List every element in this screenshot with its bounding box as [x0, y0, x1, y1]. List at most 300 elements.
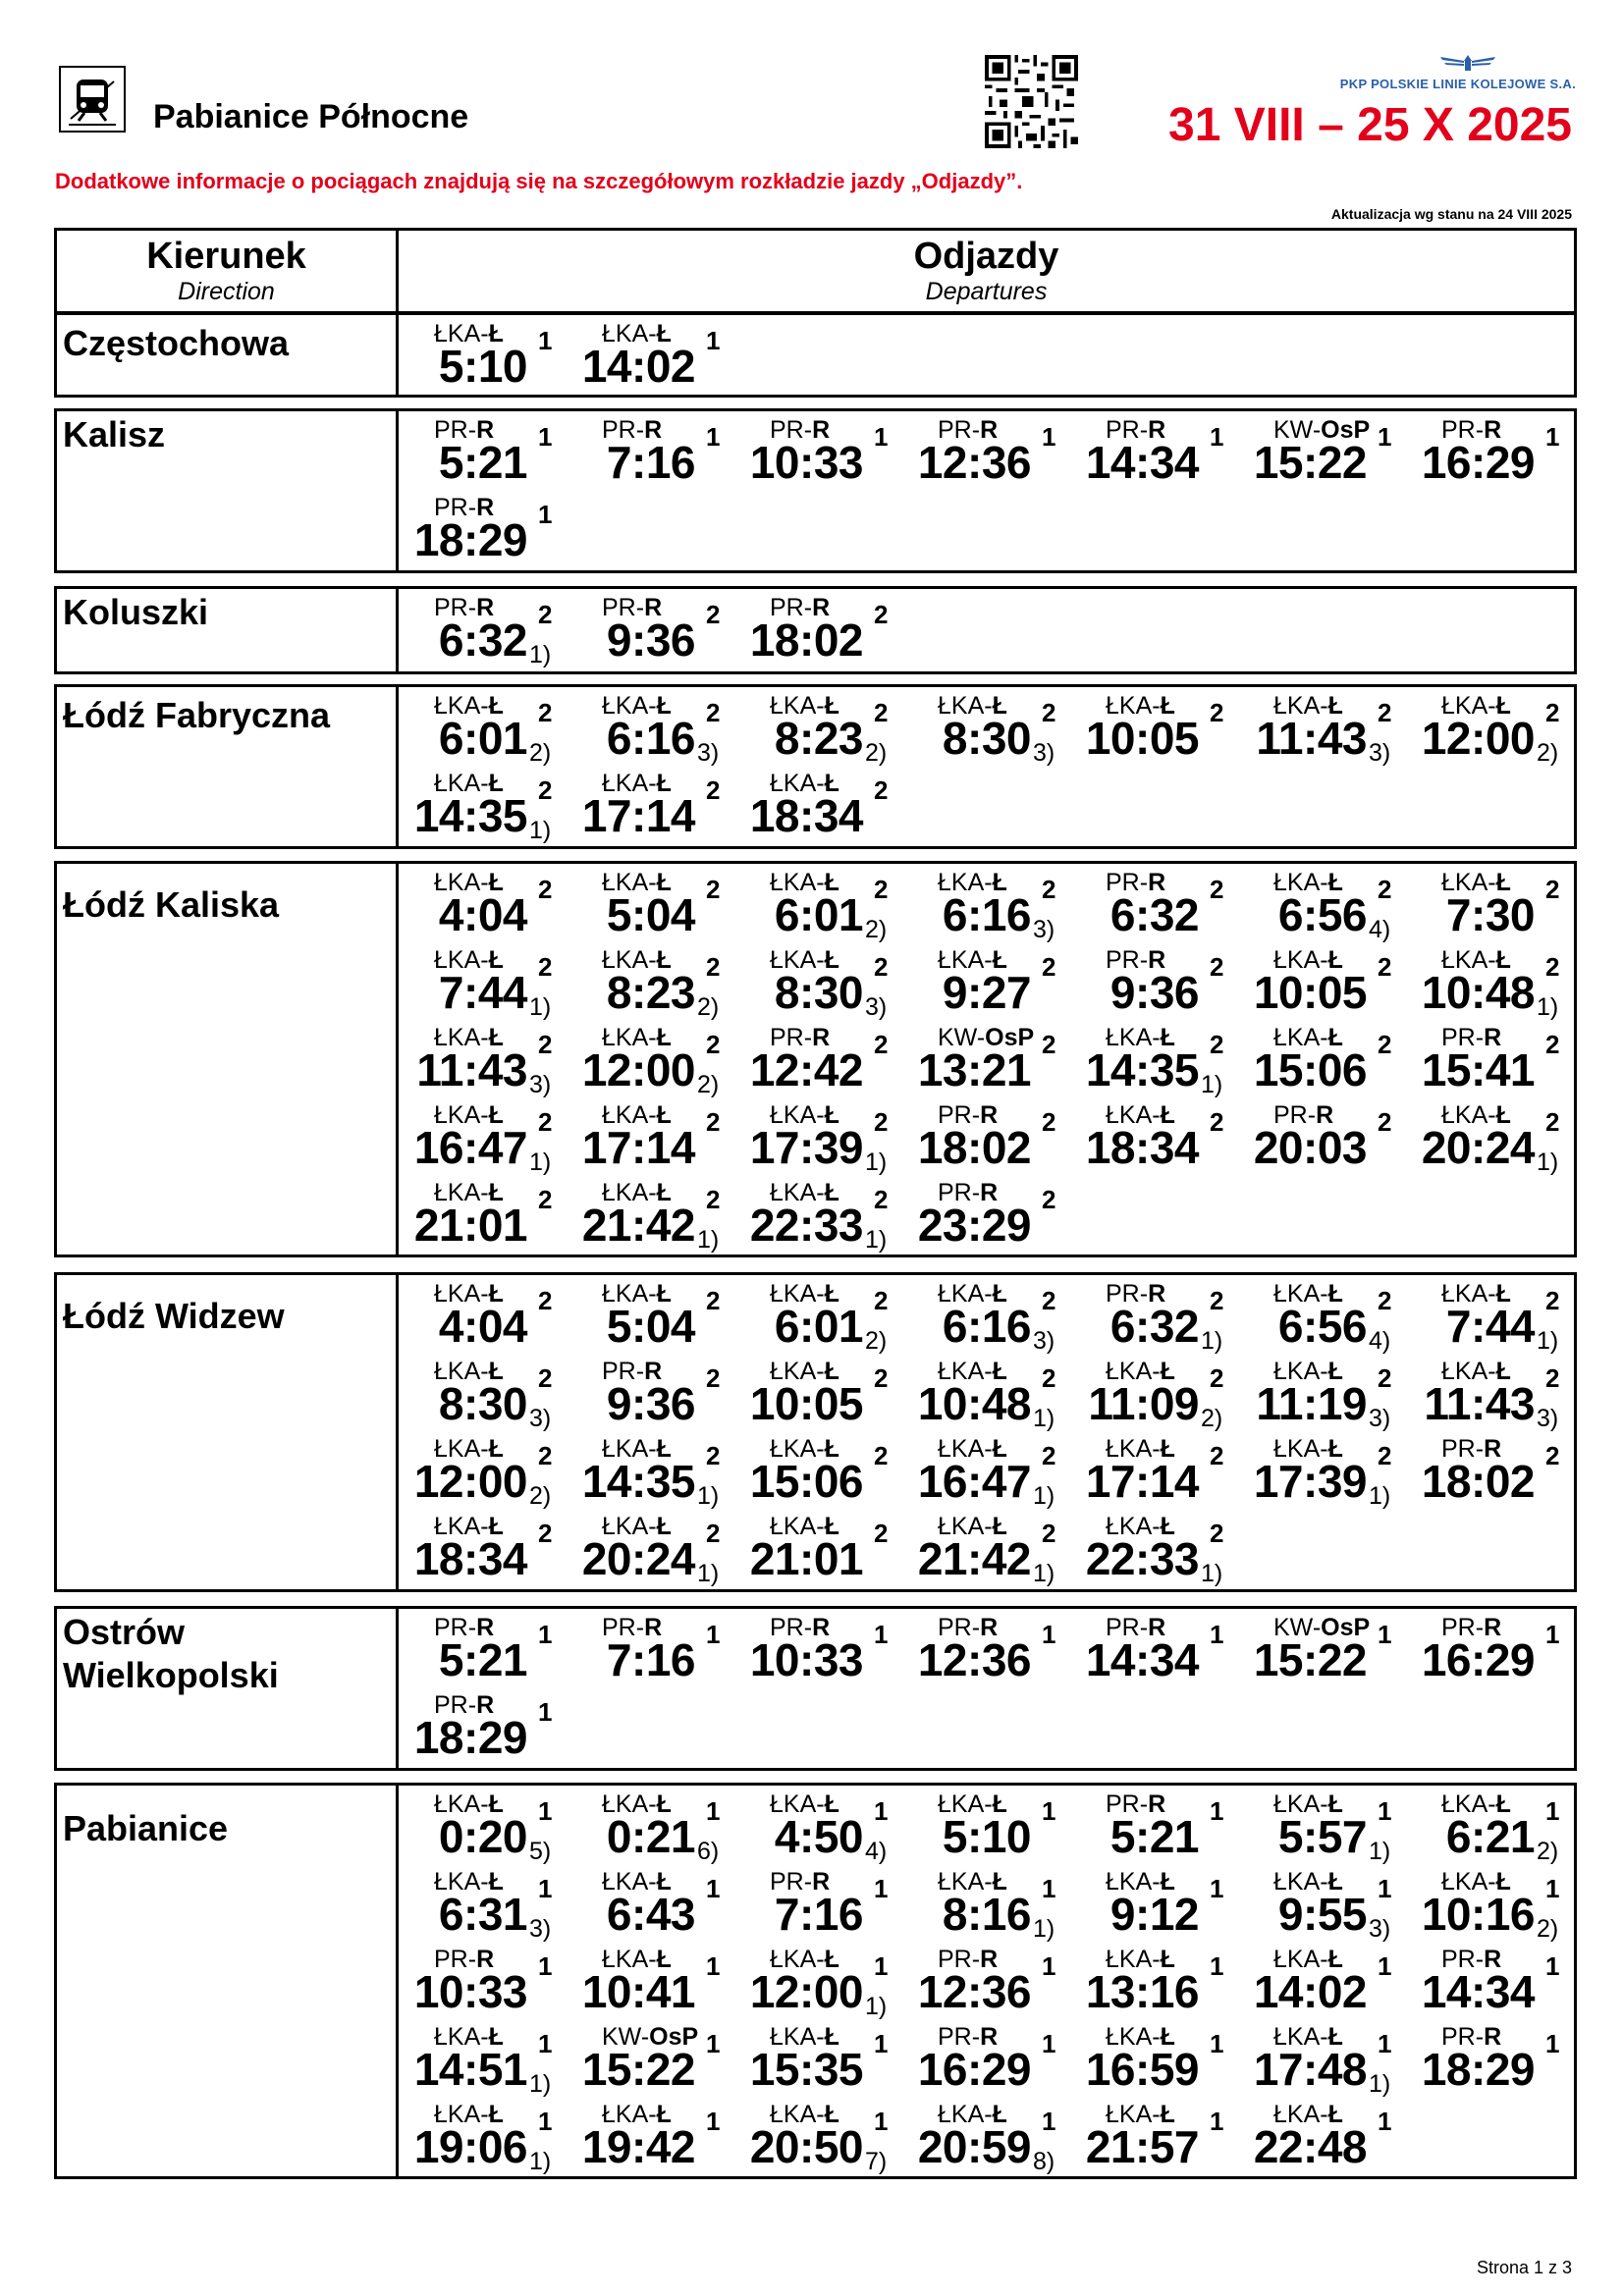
platform-number: 2: [1042, 698, 1056, 727]
departure-time: 19:06: [413, 2121, 527, 2172]
departure-entry: [734, 589, 902, 667]
train-type: Ł: [1327, 2101, 1343, 2128]
departure-time: 10:41: [581, 1966, 695, 2017]
carrier-code: ŁKA-: [1441, 1358, 1496, 1385]
platform-number: 1: [538, 326, 553, 355]
train-type: Ł: [1160, 1868, 1175, 1896]
departure-entry: [1238, 1275, 1406, 1353]
carrier-code: PR-: [1106, 416, 1149, 444]
train-type: R: [644, 416, 663, 444]
departure-time: 22:33: [749, 1200, 863, 1251]
train-type: R: [476, 1691, 495, 1719]
carrier-code: PR-: [1441, 1435, 1485, 1463]
carrier-code: ŁKA-: [938, 1435, 993, 1463]
train-type: Ł: [488, 1435, 504, 1463]
train-type: Ł: [656, 1513, 672, 1540]
train-type: Ł: [656, 1179, 672, 1206]
departure-entry: [902, 1019, 1070, 1096]
platform-number: 2: [874, 1441, 889, 1470]
departure-time: 17:39: [749, 1122, 863, 1173]
platform-number: 2: [1042, 1363, 1056, 1393]
train-type: Ł: [1327, 2023, 1343, 2051]
platform-number: 1: [1545, 2029, 1560, 2058]
platform-number: 1: [1210, 422, 1224, 452]
departure-entry: [1070, 1786, 1238, 1863]
footnote-marker: 1): [1033, 1560, 1055, 1587]
carrier-code: ŁKA-: [770, 692, 825, 720]
departure-time: 6:01: [774, 889, 863, 940]
departure-entry: [1238, 2018, 1406, 2096]
departure-entry: [1406, 1609, 1574, 1686]
carrier-code: ŁKA-: [770, 1179, 825, 1206]
train-type: Ł: [992, 1868, 1007, 1896]
platform-number: 2: [538, 1519, 553, 1548]
carrier-code: ŁKA-: [1106, 1358, 1161, 1385]
footnote-marker: 2): [1201, 1405, 1223, 1432]
platform-number: 1: [538, 2029, 553, 2058]
departure-time: 7:30: [1445, 889, 1535, 940]
station-name: Pabianice Północne: [153, 98, 469, 135]
platform-number: 2: [1210, 875, 1224, 904]
carrier-code: PR-: [770, 1614, 813, 1641]
departure-time: 13:16: [1085, 1966, 1199, 2017]
departure-time: 10:48: [1421, 967, 1535, 1018]
platform-number: 1: [1210, 1951, 1224, 1981]
platform-number: 1: [706, 1620, 721, 1649]
train-type: Ł: [1327, 1024, 1343, 1051]
departure-time: 5:04: [606, 1301, 695, 1352]
train-type: Ł: [824, 1179, 839, 1206]
carrier-code: ŁKA-: [770, 1101, 825, 1129]
departure-entry: [734, 1275, 902, 1353]
footnote-marker: 1): [697, 1560, 720, 1587]
train-type: Ł: [1495, 1790, 1511, 1818]
platform-number: 2: [1545, 1441, 1560, 1470]
footnote-marker: 2): [697, 1071, 720, 1098]
platform-number: 1: [538, 1951, 553, 1981]
departure-time: 15:06: [1253, 1044, 1367, 1095]
carrier-code: ŁKA-: [434, 1179, 489, 1206]
carrier-code: ŁKA-: [770, 1946, 825, 1973]
train-type: Ł: [1160, 1101, 1175, 1129]
departure-time: 6:31: [438, 1889, 527, 1940]
departure-time: 14:35: [581, 1456, 695, 1507]
departure-time: 4:04: [438, 1301, 527, 1352]
direction-name: Łódź Fabryczna: [63, 695, 331, 735]
departure-time: 21:42: [917, 1533, 1031, 1584]
departure-time: 16:29: [1421, 1634, 1535, 1685]
platform-number: 1: [706, 2029, 721, 2058]
platform-number: 2: [1545, 875, 1560, 904]
carrier-code: PR-: [1106, 1280, 1149, 1308]
train-type: R: [1148, 1280, 1166, 1308]
platform-number: 2: [1042, 1286, 1056, 1315]
departure-entry: [567, 2096, 734, 2173]
platform-number: 1: [1042, 1620, 1056, 1649]
train-type: Ł: [488, 770, 504, 797]
direction-header: [57, 231, 399, 311]
footnote-marker: 1): [1033, 1482, 1055, 1510]
train-type: Ł: [992, 692, 1007, 720]
departure-entry: [399, 2018, 567, 2096]
info-notice: Dodatkowe informacje o pociągach znajdują się na szczegółowym rozkładzie jazdy „Odjazdy”.: [55, 169, 1023, 193]
carrier-code: ŁKA-: [602, 946, 657, 974]
carrier-code: ŁKA-: [1273, 2023, 1328, 2051]
platform-number: 2: [1378, 952, 1392, 982]
platform-number: 2: [1545, 698, 1560, 727]
platform-number: 2: [874, 1107, 889, 1137]
departure-entry: [1070, 2096, 1238, 2173]
direction-name: Pabianice: [63, 1808, 229, 1848]
departure-entry: [902, 1353, 1070, 1430]
train-icon: [59, 66, 126, 133]
direction-name: Ostrów Wielkopolski: [63, 1612, 279, 1695]
train-type: Ł: [1327, 1868, 1343, 1896]
carrier-code: ŁKA-: [1106, 1513, 1161, 1540]
carrier-code: ŁKA-: [434, 1024, 489, 1051]
departure-entry: [734, 2096, 902, 2173]
platform-number: 2: [1545, 1107, 1560, 1137]
pkp-logo-icon: [1339, 51, 1576, 92]
train-type: Ł: [656, 1101, 672, 1129]
carrier-code: ŁKA-: [434, 1513, 489, 1540]
departure-time: 11:43: [416, 1044, 527, 1095]
platform-number: 2: [1210, 1286, 1224, 1315]
departure-entry: [1070, 687, 1238, 765]
platform-number: 2: [874, 1363, 889, 1393]
footnote-marker: 1): [1369, 2070, 1391, 2098]
platform-number: 2: [1210, 1030, 1224, 1059]
departure-time: 16:29: [917, 2044, 1031, 2095]
carrier-code: ŁKA-: [434, 869, 489, 896]
platform-number: 2: [1042, 875, 1056, 904]
train-type: Ł: [824, 1280, 839, 1308]
carrier-code: ŁKA-: [1441, 1101, 1496, 1129]
train-type: R: [812, 1614, 831, 1641]
platform-number: 2: [706, 775, 721, 805]
direction-block: [54, 312, 1577, 398]
platform-number: 2: [1210, 952, 1224, 982]
carrier-code: ŁKA-: [770, 946, 825, 974]
departure-time: 20:24: [1421, 1122, 1535, 1173]
carrier-code: ŁKA-: [1441, 1868, 1496, 1896]
departure-time: 6:56: [1277, 889, 1367, 940]
carrier-code: ŁKA-: [602, 1946, 657, 1973]
train-type: Ł: [488, 1101, 504, 1129]
platform-number: 2: [1378, 875, 1392, 904]
direction-block: [54, 1272, 1577, 1592]
departure-time: 6:56: [1277, 1301, 1367, 1352]
platform-number: 1: [706, 1951, 721, 1981]
platform-number: 1: [538, 1874, 553, 1903]
departures-subtitle: Departures: [925, 278, 1048, 305]
train-type: Ł: [824, 1358, 839, 1385]
departure-entry: [1406, 1941, 1574, 2018]
train-type: R: [1148, 869, 1166, 896]
platform-number: 2: [706, 1441, 721, 1470]
platform-number: 1: [1210, 1874, 1224, 1903]
footnote-marker: 2): [865, 916, 888, 943]
direction-cell: [57, 411, 399, 570]
footnote-marker: 3): [1033, 739, 1055, 767]
departure-entry: [902, 1430, 1070, 1508]
departure-entry: [567, 1941, 734, 2018]
train-type: Ł: [824, 2023, 839, 2051]
carrier-code: PR-: [602, 1358, 645, 1385]
departure-time: 10:05: [1085, 713, 1199, 764]
departure-time: 14:34: [1085, 437, 1199, 488]
departure-entry: [399, 1609, 567, 1686]
departure-time: 14:02: [581, 341, 695, 392]
platform-number: 2: [1545, 1030, 1560, 1059]
train-type: Ł: [824, 946, 839, 974]
train-type: Ł: [1495, 1358, 1511, 1385]
departure-time: 10:05: [1253, 967, 1367, 1018]
footnote-marker: 3): [1369, 739, 1391, 767]
platform-number: 2: [1210, 1441, 1224, 1470]
departure-time: 16:47: [917, 1456, 1031, 1507]
platform-number: 1: [1210, 2029, 1224, 2058]
footnote-marker: 1): [865, 1993, 888, 2020]
departure-entry: [567, 1508, 734, 1585]
train-type: Ł: [1495, 1101, 1511, 1129]
train-type: Ł: [824, 770, 839, 797]
train-type: Ł: [1160, 692, 1175, 720]
departure-entry: [1406, 941, 1574, 1019]
platform-number: 2: [706, 698, 721, 727]
train-type: Ł: [488, 320, 504, 347]
train-type: Ł: [656, 946, 672, 974]
train-type: Ł: [992, 1513, 1007, 1540]
departure-entry: [399, 1863, 567, 1941]
platform-number: 1: [706, 2107, 721, 2136]
train-type: R: [812, 1024, 831, 1051]
carrier-code: ŁKA-: [434, 1790, 489, 1818]
carrier-code: ŁKA-: [770, 2101, 825, 2128]
footnote-marker: 1): [1369, 1838, 1391, 1865]
direction-cell: [57, 1609, 399, 1768]
platform-number: 2: [538, 775, 553, 805]
train-type: Ł: [488, 2101, 504, 2128]
platform-number: 1: [1545, 1951, 1560, 1981]
departure-time: 18:02: [749, 614, 863, 666]
carrier-code: ŁKA-: [1106, 1024, 1161, 1051]
platform-number: 1: [538, 422, 553, 452]
platform-number: 1: [1545, 1796, 1560, 1826]
departure-entry: [1070, 2018, 1238, 2096]
departure-entry: [1238, 1863, 1406, 1941]
carrier-code: PR-: [434, 594, 477, 621]
page-number: Strona 1 z 3: [1476, 2258, 1572, 2277]
platform-number: 2: [538, 1286, 553, 1315]
departure-entry: [1070, 1096, 1238, 1174]
direction-name: Częstochowa: [63, 323, 290, 363]
train-type: Ł: [1495, 1280, 1511, 1308]
departure-entry: [902, 941, 1070, 1019]
departure-entry: [734, 1019, 902, 1096]
train-type: Ł: [1327, 946, 1343, 974]
departure-entry: [734, 1786, 902, 1863]
carrier-code: ŁKA-: [1106, 1435, 1161, 1463]
platform-number: 2: [874, 1519, 889, 1548]
departure-entry: [567, 1863, 734, 1941]
platform-number: 2: [874, 1030, 889, 1059]
departure-time: 10:33: [749, 1634, 863, 1685]
platform-number: 2: [1378, 1441, 1392, 1470]
departure-entry: [567, 1096, 734, 1174]
carrier-code: PR-: [434, 1946, 477, 1973]
platform-number: 2: [706, 1030, 721, 1059]
carrier-code: ŁKA-: [434, 2023, 489, 2051]
carrier-code: ŁKA-: [434, 1868, 489, 1896]
platform-number: 2: [1378, 1030, 1392, 1059]
validity-period: 31 VIII – 25 X 2025: [1168, 99, 1572, 151]
train-type: Ł: [656, 1946, 672, 1973]
departure-time: 14:34: [1085, 1634, 1199, 1685]
departure-time: 5:10: [438, 341, 527, 392]
carrier-code: ŁKA-: [602, 869, 657, 896]
departure-time: 4:50: [774, 1811, 863, 1862]
carrier-code: PR-: [770, 416, 813, 444]
departure-time: 19:42: [581, 2121, 695, 2172]
carrier-code: ŁKA-: [1273, 1358, 1328, 1385]
platform-number: 2: [1210, 1519, 1224, 1548]
departure-time: 9:55: [1277, 1889, 1367, 1940]
departure-time: 5:21: [438, 1634, 527, 1685]
departure-entry: [1238, 411, 1406, 489]
train-type: Ł: [488, 1868, 504, 1896]
carrier-code: ŁKA-: [1106, 1868, 1161, 1896]
train-type: Ł: [488, 1358, 504, 1385]
operator-name: PKP POLSKIE LINIE KOLEJOWE S.A.: [1339, 77, 1576, 91]
platform-number: 1: [1378, 1796, 1392, 1826]
train-type: R: [644, 594, 663, 621]
platform-number: 1: [1042, 422, 1056, 452]
platform-number: 2: [874, 875, 889, 904]
platform-number: 2: [538, 600, 553, 629]
departure-time: 7:44: [1445, 1301, 1535, 1352]
departure-entry: [1070, 1430, 1238, 1508]
platform-number: 2: [538, 1185, 553, 1214]
departures-title: Odjazdy: [913, 236, 1059, 277]
departure-entry: [1238, 864, 1406, 941]
footnote-marker: 1): [865, 1226, 888, 1254]
departure-time: 17:39: [1253, 1456, 1367, 1507]
carrier-code: ŁKA-: [1273, 2101, 1328, 2128]
direction-cell: [57, 315, 399, 395]
carrier-code: ŁKA-: [938, 869, 993, 896]
carrier-code: PR-: [770, 1868, 813, 1896]
carrier-code: KW-: [1273, 416, 1322, 444]
departure-time: 14:34: [1421, 1966, 1535, 2017]
carrier-code: ŁKA-: [938, 2101, 993, 2128]
departure-time: 10:48: [917, 1378, 1031, 1429]
platform-number: 1: [1378, 1951, 1392, 1981]
platform-number: 1: [538, 500, 553, 529]
platform-number: 2: [1545, 952, 1560, 982]
departure-time: 15:22: [581, 2044, 695, 2095]
carrier-code: ŁKA-: [1273, 1024, 1328, 1051]
departure-entry: [399, 1353, 567, 1430]
platform-number: 2: [706, 600, 721, 629]
carrier-code: KW-: [938, 1024, 986, 1051]
departure-entry: [1406, 1430, 1574, 1508]
train-type: R: [644, 1614, 663, 1641]
footnote-marker: 1): [1201, 1071, 1223, 1098]
carrier-code: ŁKA-: [1273, 1946, 1328, 1973]
train-type: Ł: [1495, 946, 1511, 974]
carrier-code: ŁKA-: [1106, 2101, 1161, 2128]
train-type: Ł: [824, 1946, 839, 1973]
departure-entry: [1070, 941, 1238, 1019]
footnote-marker: 5): [529, 1838, 552, 1865]
departure-entry: [1406, 1353, 1574, 1430]
train-type: Ł: [656, 320, 672, 347]
carrier-code: ŁKA-: [434, 770, 489, 797]
departure-entry: [902, 1508, 1070, 1585]
platform-number: 2: [538, 1441, 553, 1470]
train-type: Ł: [1327, 692, 1343, 720]
departures-header: [399, 231, 1574, 305]
platform-number: 2: [1545, 1286, 1560, 1315]
platform-number: 1: [1378, 2029, 1392, 2058]
departure-time: 6:16: [606, 713, 695, 764]
departure-entry: [1406, 1863, 1574, 1941]
carrier-code: ŁKA-: [1273, 1280, 1328, 1308]
qr-code-icon: [985, 55, 1078, 148]
departure-entry: [1406, 411, 1574, 489]
train-type: Ł: [824, 1101, 839, 1129]
carrier-code: PR-: [1106, 946, 1149, 974]
departure-entry: [399, 941, 567, 1019]
direction-cell: [57, 1786, 399, 2176]
footnote-marker: 2): [1537, 1915, 1559, 1943]
departure-entry: [734, 765, 902, 842]
platform-number: 1: [874, 422, 889, 452]
carrier-code: KW-: [1273, 1614, 1322, 1641]
platform-number: 2: [706, 1363, 721, 1393]
train-type: R: [980, 1179, 999, 1206]
train-type: Ł: [992, 946, 1007, 974]
departure-entry: [399, 411, 567, 489]
platform-number: 1: [1378, 1620, 1392, 1649]
departure-entry: [1070, 1275, 1238, 1353]
carrier-code: ŁKA-: [1441, 1790, 1496, 1818]
train-type: R: [1316, 1101, 1334, 1129]
departure-time: 5:57: [1277, 1811, 1367, 1862]
train-type: R: [476, 1946, 495, 1973]
departure-time: 18:29: [413, 1712, 527, 1763]
footnote-marker: 1): [529, 817, 552, 844]
platform-number: 2: [1378, 1363, 1392, 1393]
train-type: Ł: [1160, 1024, 1175, 1051]
platform-number: 2: [1210, 1107, 1224, 1137]
platform-number: 2: [706, 1286, 721, 1315]
departure-time: 7:16: [606, 437, 695, 488]
direction-title: Kierunek: [146, 236, 306, 277]
carrier-code: PR-: [1441, 416, 1485, 444]
carrier-code: ŁKA-: [602, 1280, 657, 1308]
train-type: Ł: [488, 692, 504, 720]
departure-entry: [567, 864, 734, 941]
footnote-marker: 4): [1369, 1327, 1391, 1355]
train-type: R: [980, 1101, 999, 1129]
departure-entry: [399, 1508, 567, 1585]
departure-time: 10:16: [1421, 1889, 1535, 1940]
departure-entry: [902, 411, 1070, 489]
platform-number: 2: [538, 1030, 553, 1059]
footnote-marker: 2): [1537, 1838, 1559, 1865]
